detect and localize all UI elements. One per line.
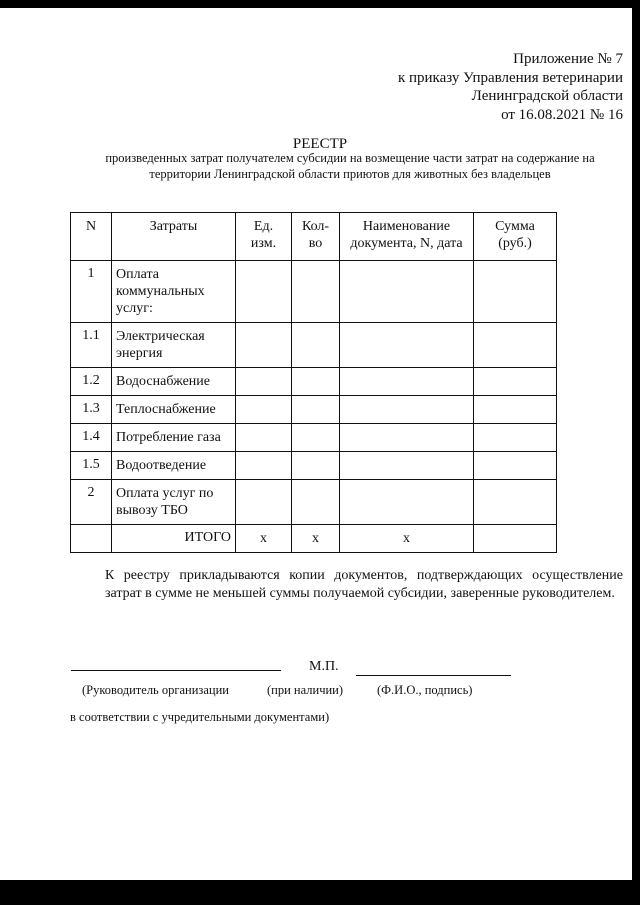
scan-edge-top xyxy=(0,0,640,8)
row-sum-cell xyxy=(474,323,557,368)
row-number: 1.1 xyxy=(71,323,112,368)
caption-mid: (при наличии) xyxy=(267,683,344,697)
row-document-cell xyxy=(340,368,474,396)
signature-line-fio xyxy=(356,675,511,676)
stamp-mark: М.П. xyxy=(309,659,339,674)
document-subtitle xyxy=(60,151,640,182)
row-number: 1.2 xyxy=(71,368,112,396)
row-cost: Оплата коммунальных услуг: xyxy=(112,261,236,323)
row-qty-cell xyxy=(292,396,340,424)
row-sum-cell xyxy=(474,261,557,323)
row-cost: Водоотведение xyxy=(112,452,236,480)
row-unit-cell xyxy=(236,323,292,368)
row-document-cell xyxy=(340,480,474,525)
row-cost: Водоснабжение xyxy=(112,368,236,396)
appendix-line: от 16.08.2021 № 16 xyxy=(501,106,623,123)
subtitle-line: территории Ленинградской области приютов для животных без владельцев xyxy=(149,166,551,181)
registry-table xyxy=(70,212,557,553)
total-document: х xyxy=(340,525,474,553)
total-unit: х xyxy=(236,525,292,553)
document-title: РЕЕСТР xyxy=(292,136,348,152)
row-qty-cell xyxy=(292,323,340,368)
row-document-cell xyxy=(340,424,474,452)
row-unit-cell xyxy=(236,452,292,480)
appendix-line: Приложение № 7 xyxy=(513,51,623,67)
row-number: 1.4 xyxy=(71,424,112,452)
appendix-line: к приказу Управления ветеринарии xyxy=(397,69,623,86)
attachment-note-text: К реестру прикладываются копии документов, подтверждающих осуществление затрат в сумме не меньшей суммы получаемой субсидии, заверенные руководителем. xyxy=(105,568,623,601)
row-qty-cell xyxy=(292,261,340,323)
row-cost: Оплата услуг по вывозу ТБО xyxy=(112,480,236,525)
row-document-cell xyxy=(340,261,474,323)
row-cost: Теплоснабжение xyxy=(112,396,236,424)
subtitle-line: произведенных затрат получателем субсидии на возмещение части затрат на содержание на xyxy=(105,151,595,165)
row-sum-cell xyxy=(474,424,557,452)
row-document-cell xyxy=(340,323,474,368)
caption-fio: (Ф.И.О., подпись) xyxy=(377,683,473,697)
attachment-note xyxy=(75,567,623,602)
caption-head: (Руководитель организации xyxy=(82,683,229,697)
table-header-row xyxy=(71,213,557,261)
total-label: ИТОГО xyxy=(112,525,236,553)
total-sum-cell xyxy=(474,525,557,553)
header-sum: Сумма (руб.) xyxy=(474,213,557,261)
row-qty-cell xyxy=(292,452,340,480)
total-number-cell xyxy=(71,525,112,553)
table-row xyxy=(71,368,557,396)
row-unit-cell xyxy=(236,480,292,525)
header-n: N xyxy=(71,213,112,261)
row-sum-cell xyxy=(474,452,557,480)
total-qty: х xyxy=(292,525,340,553)
table-row xyxy=(71,396,557,424)
row-qty-cell xyxy=(292,480,340,525)
row-cost: Электрическая энергия xyxy=(112,323,236,368)
header-document: Наименование документа, N, дата xyxy=(340,213,474,261)
table-row xyxy=(71,424,557,452)
row-cost: Потребление газа xyxy=(112,424,236,452)
row-number: 1.5 xyxy=(71,452,112,480)
appendix-line: Ленинградской области xyxy=(471,88,623,104)
row-qty-cell xyxy=(292,368,340,396)
table-row xyxy=(71,452,557,480)
caption-tail: в соответствии с учредительными документами) xyxy=(70,710,330,724)
row-document-cell xyxy=(340,452,474,480)
appendix-header xyxy=(398,50,623,124)
table-row xyxy=(71,323,557,368)
table-row xyxy=(71,480,557,525)
row-unit-cell xyxy=(236,396,292,424)
scan-mark xyxy=(348,0,368,5)
signature-line-head xyxy=(71,670,281,671)
row-sum-cell xyxy=(474,368,557,396)
scan-edge-bottom xyxy=(0,880,640,905)
table-row xyxy=(71,261,557,323)
row-unit-cell xyxy=(236,368,292,396)
row-unit-cell xyxy=(236,424,292,452)
row-qty-cell xyxy=(292,424,340,452)
header-unit: Ед. изм. xyxy=(236,213,292,261)
row-number: 1.3 xyxy=(71,396,112,424)
row-sum-cell xyxy=(474,396,557,424)
header-costs: Затраты xyxy=(112,213,236,261)
row-document-cell xyxy=(340,396,474,424)
row-sum-cell xyxy=(474,480,557,525)
header-qty: Кол-во xyxy=(292,213,340,261)
row-number: 2 xyxy=(71,480,112,525)
total-row xyxy=(71,525,557,553)
row-number: 1 xyxy=(71,261,112,323)
row-unit-cell xyxy=(236,261,292,323)
